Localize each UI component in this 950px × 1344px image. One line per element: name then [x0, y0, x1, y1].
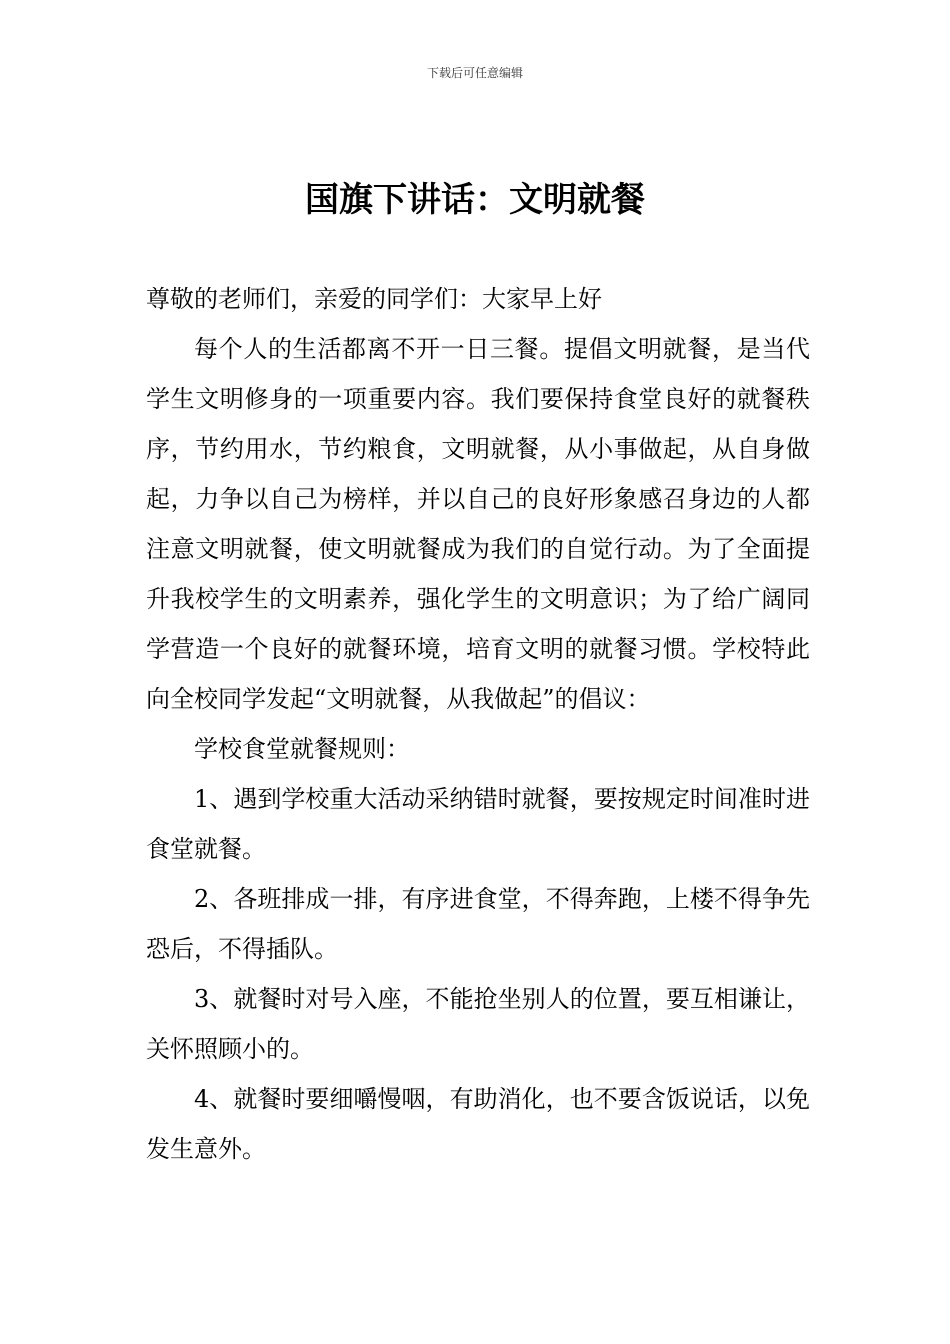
greeting-line: 尊敬的老师们，亲爱的同学们：大家早上好 [146, 285, 602, 313]
rule-item-1: 1、遇到学校重大活动采纳错时就餐，要按规定时间准时进食堂就餐。 [146, 785, 810, 863]
rule-item-4: 4、就餐时要细嚼慢咽，有助消化，也不要含饭说话，以免发生意外。 [146, 1085, 810, 1163]
document-body [146, 274, 810, 1174]
document-title: 国旗下讲话：文明就餐 [305, 180, 645, 220]
rule-item-2: 2、各班排成一排，有序进食堂，不得奔跑，上楼不得争先恐后，不得插队。 [146, 885, 810, 963]
rules-heading: 学校食堂就餐规则： [194, 735, 410, 763]
rule-item-3: 3、就餐时对号入座，不能抢坐别人的位置，要互相谦让，关怀照顾小的。 [146, 985, 810, 1063]
header-note: 下载后可任意编辑 [426, 66, 523, 80]
intro-paragraph: 每个人的生活都离不开一日三餐。提倡文明就餐，是当代学生文明修身的一项重要内容。我们要保持食堂良好的就餐秩序，节约用水，节约粮食，文明就餐，从小事做起，从自身做起，力争以自己为榜样，并以自己的良好形象感召身边的人都注意文明就餐，使文明就餐成为我们的自觉行动。为了全面提升我校学生的文明素养，强化学生的文明意识；为了给广阔同学营造一个良好的就餐环境，培育文明的就餐习惯。学校特此向全校同学发起“文明就餐，从我做起”的倡议： [146, 335, 810, 713]
